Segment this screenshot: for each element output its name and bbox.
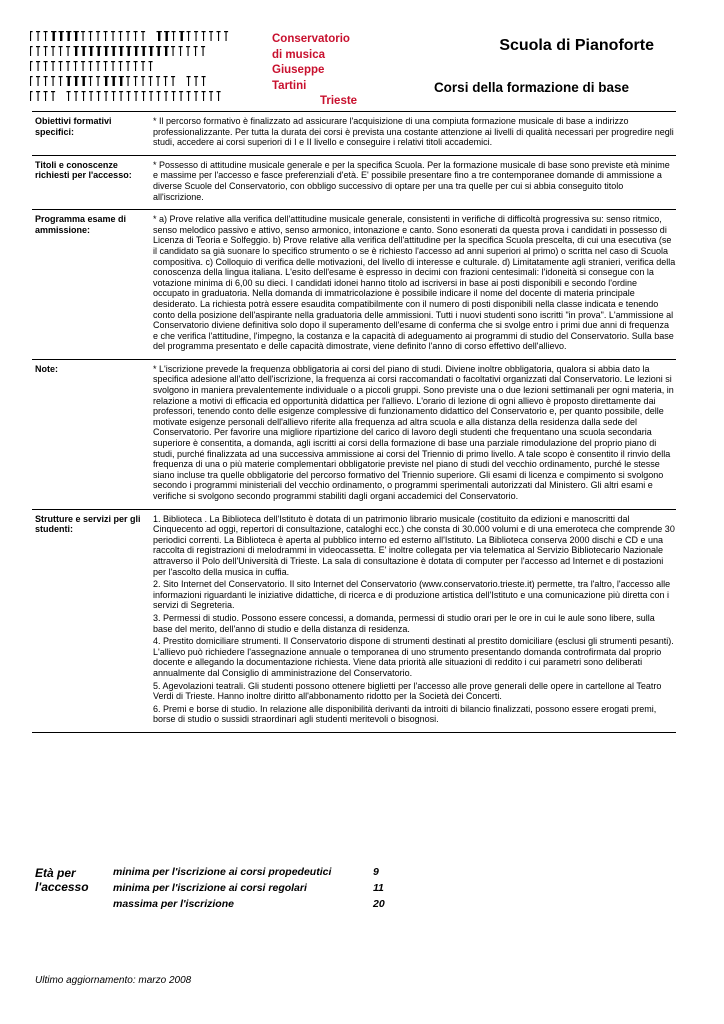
logo-stroke xyxy=(83,47,85,56)
logo-stroke xyxy=(166,92,167,101)
logo-stroke-cap xyxy=(89,76,93,77)
logo-stroke-cap xyxy=(89,91,93,92)
logo-stroke xyxy=(60,77,61,86)
logo-stroke xyxy=(98,77,99,86)
logo-stroke xyxy=(135,47,137,56)
logo-stroke xyxy=(68,32,70,41)
logo-stroke-cap xyxy=(187,91,191,92)
logo-stroke-cap xyxy=(111,76,116,77)
logo-stroke xyxy=(151,92,152,101)
section-label: Titoli e conoscenze richiesti per l'accesso: xyxy=(35,159,132,181)
section-paragraph: * L'iscrizione prevede la frequenza obbligatoria ai corsi del piano di studi. Diviene inoltre obbligatoria, qualora si abbia dato la specifica adesione all'atto dell'iscrizione, la frequenza ai corsi raccomandati o facoltativi organizzati dal Conservatorio. Le lezioni si svolgono in maniera prevalentemente individuale o a piccoli gruppi. Sono previste una o due lezioni settimanali per ogni materia, in relazione a motivi di efficacia ed opportunità didattica per l'allievo. L'orario di lezione di ogni allievo è proposto direttamente dai professori, tenendo conto delle esigenze complessive di funzionamento didattico del Conservatorio e, per quanto possibile, delle motivate esigenze personali dell'allievo riferite alla frequenza ad altra scuola e alla distanza della residenza dalla sede del Conservatorio. Per favorire una migliore ripartizione del carico di lavoro degli studenti che frequentano una scuola secondaria superiore è consentita, a domanda, agli iscritti ai corsi della formazione di base una parziale rimodulazione del proprio piano di studi, purché finalizzata ad una successiva ammissione ai corsi del Triennio di primo livello. A tale scopo è consentito il rinvio della frequenza di una o più materie complementari obbligatorie previste nel piano di studi del vecchio ordinamento, purché le stesse siano incluse tra quelle obbligatorie del percorso formativo del Triennio superiore. Gli esami di licenza e compimento si svolgono secondo i programmi ministeriali del vecchio ordinamento, o programmi sperimentali autorizzati dal Ministero. Gli altri esami e verifiche si svolgono secondo programmi stabiliti dagli organi accademici del Conservatorio. xyxy=(153,363,674,501)
logo-stroke-cap xyxy=(149,91,153,92)
logo-stroke xyxy=(203,32,204,41)
logo-stroke-cap xyxy=(66,76,71,77)
logo-stroke xyxy=(83,77,85,86)
logo-stroke xyxy=(188,32,189,41)
logo-stroke-cap xyxy=(96,76,100,77)
logo-stroke xyxy=(90,62,91,71)
logo-stroke-cap xyxy=(59,76,63,77)
logo-stroke xyxy=(68,47,69,56)
logo-stroke xyxy=(203,92,204,101)
logo-stroke-cap xyxy=(51,91,55,92)
section-titoli xyxy=(32,155,676,209)
logo-stroke-cap xyxy=(66,31,71,32)
logo-stroke xyxy=(38,32,39,41)
logo-stroke-cap xyxy=(202,31,206,32)
logo-stroke xyxy=(120,62,121,71)
section-note xyxy=(32,359,676,509)
logo-stroke xyxy=(53,77,54,86)
logo-stroke xyxy=(143,32,144,41)
logo-stroke-cap xyxy=(66,46,70,47)
logo-stroke xyxy=(113,47,115,56)
logo-stroke-cap xyxy=(89,61,93,62)
logo-stroke-cap xyxy=(111,61,115,62)
logo-stroke xyxy=(180,47,181,56)
logo-stroke xyxy=(98,47,100,56)
logo-stroke xyxy=(75,62,76,71)
logo-stroke-cap xyxy=(82,91,86,92)
logo-stroke xyxy=(38,92,39,101)
page-title: Scuola di Pianoforte xyxy=(499,37,654,54)
logo-stroke-cap xyxy=(194,76,198,77)
logo-stroke-cap xyxy=(66,61,70,62)
logo-stroke-cap xyxy=(44,91,48,92)
logo-stroke xyxy=(143,47,145,56)
logo-stroke-cap xyxy=(30,76,33,77)
logo-stroke xyxy=(83,32,84,41)
logo-stroke-cap xyxy=(209,31,213,32)
logo-wordmark xyxy=(272,32,358,107)
logo-stroke-cap xyxy=(194,31,198,32)
logo-stroke-cap xyxy=(44,46,48,47)
logo-stroke-cap xyxy=(179,31,184,32)
logo-stroke-cap xyxy=(171,46,175,47)
logo-stroke-cap xyxy=(104,76,109,77)
logo-stroke-cap xyxy=(187,76,191,77)
logo-stroke xyxy=(83,92,84,101)
logo-stroke xyxy=(165,47,167,56)
logo-stroke-cap xyxy=(217,31,221,32)
logo-stroke xyxy=(105,62,106,71)
logo-stroke xyxy=(53,47,54,56)
logo-stroke-cap xyxy=(194,46,198,47)
logo-stroke xyxy=(106,92,107,101)
logo-stroke xyxy=(75,77,77,86)
logo-stroke-cap xyxy=(36,61,40,62)
logo-stroke xyxy=(105,77,107,86)
logo-stroke xyxy=(113,77,115,86)
logo-stroke-cap xyxy=(74,61,78,62)
logo-stroke xyxy=(45,62,46,71)
logo-stroke xyxy=(226,32,227,41)
logo-city: Trieste xyxy=(320,95,358,107)
logo-stroke xyxy=(113,62,114,71)
logo-stroke-cap xyxy=(141,31,145,32)
logo-stroke xyxy=(98,92,99,101)
logo-line: di musica xyxy=(272,48,326,61)
logo-stroke-cap xyxy=(217,91,221,92)
section-paragraph: * Possesso di attitudine musicale generale e per la specifica Scuola. Per la formazione musicale di base sono previste età minime e massime per l'accesso e fasce preferenziali d'età. E' possibile presentare fino a tre contemporanee domande di ammissione a diverse Scuole del Conservatorio, con obbligo successivo di optare per una tra quelle per cui si abbia conseguito titolo all'iscrizione. xyxy=(153,159,670,202)
logo-stroke-cap xyxy=(51,46,55,47)
logo-stroke xyxy=(211,92,212,101)
section-label: Strutture e servizi per gli studenti: xyxy=(35,513,141,535)
logo-stroke xyxy=(90,47,92,56)
conservatorio-logo-icon xyxy=(30,30,240,104)
logo-stroke xyxy=(218,32,219,41)
logo-stroke-cap xyxy=(74,76,79,77)
logo-stroke xyxy=(143,92,144,101)
logo-stroke xyxy=(75,32,77,41)
logo-stroke xyxy=(75,47,77,56)
logo-stroke xyxy=(30,32,31,41)
age-row-value: 9 xyxy=(373,866,379,878)
logo-stroke xyxy=(91,92,92,101)
logo-stroke-cap xyxy=(141,76,145,77)
logo-stroke-cap xyxy=(141,46,146,47)
logo-stroke xyxy=(196,32,197,41)
logo-stroke xyxy=(120,47,122,56)
logo-stroke xyxy=(45,32,46,41)
logo-stroke-cap xyxy=(149,46,154,47)
logo-stroke-cap xyxy=(156,76,160,77)
logo-stroke xyxy=(188,92,189,101)
logo-stroke-cap xyxy=(202,76,206,77)
logo-stroke-cap xyxy=(59,31,64,32)
logo-stroke-cap xyxy=(134,91,138,92)
logo-stroke xyxy=(188,77,189,86)
logo-stroke xyxy=(173,32,174,41)
logo-stroke xyxy=(166,32,168,41)
logo-stroke xyxy=(188,47,189,56)
logo-stroke xyxy=(196,77,197,86)
logo-stroke-cap xyxy=(224,31,228,32)
logo-stroke-cap xyxy=(119,61,123,62)
age-row-value: 11 xyxy=(373,882,384,894)
logo-stroke-cap xyxy=(171,76,175,77)
section-paragraph: 2. Sito Internet del Conservatorio. Il sito Internet del Conservatorio (www.conservatorio.trieste.it) permette, tra l'altro, l'accesso alle informazioni riguardanti le iniziative didattiche, di ricerca e di produzione artistica dell'Istituto e una comunicazione più diretta con i servizi di Segreteria. xyxy=(153,579,671,611)
logo-stroke-cap xyxy=(111,31,115,32)
logo-stroke-cap xyxy=(156,46,161,47)
logo-stroke-cap xyxy=(186,46,190,47)
logo-stroke xyxy=(30,47,31,56)
logo-stroke xyxy=(173,77,174,86)
section-paragraph: 1. Biblioteca . La Biblioteca dell'Istituto è dotata di un patrimonio librario musicale (costituito da edizioni e manoscritti dal Cinquecento ad oggi, repertori di consultazione, cataloghi ecc.) che consta di 30.000 volumi e di una emeroteca che comprende 30 periodici correnti. La Biblioteca è aperta al pubblico interno ed esterno all'Istituto. La Biblioteca conserva 2000 dischi e CD e una raccolta di registrazioni di melodrammi in videocassetta. E' inoltre collegata per via telematica al Servizio Bibliotecario Nazionale attraverso il Polo dell'Università di Trieste. La sala di consultazione è dotata di computer per l'accesso ad Internet e di postazioni per l'ascolto della musica in cuffia. xyxy=(153,513,675,577)
logo-line: Conservatorio xyxy=(272,33,350,45)
age-row-text: minima per l'iscrizione ai corsi propedeutici xyxy=(113,866,332,878)
logo-stroke-cap xyxy=(44,61,48,62)
logo-stroke-cap xyxy=(164,91,168,92)
logo-stroke-cap xyxy=(134,76,138,77)
logo-stroke-cap xyxy=(164,76,168,77)
section-paragraph: 3. Permessi di studio. Possono essere concessi, a domanda, permessi di studio orari per le ore in cui le aule sono libere, sulla base del merito, dell'anno di studio e della distanza di residenza. xyxy=(153,612,655,634)
logo-stroke xyxy=(158,77,159,86)
logo-stroke-cap xyxy=(51,31,56,32)
logo-stroke-cap xyxy=(36,91,40,92)
logo-stroke-cap xyxy=(134,31,138,32)
last-updated: Ultimo aggiornamento: marzo 2008 xyxy=(35,975,192,986)
info-table xyxy=(32,111,676,733)
logo-stroke-cap xyxy=(194,91,198,92)
logo-stroke xyxy=(60,62,61,71)
logo-line: Giuseppe xyxy=(272,64,325,76)
logo-stroke-cap xyxy=(142,91,146,92)
logo-stroke xyxy=(128,92,129,101)
logo-stroke xyxy=(30,62,31,71)
logo-stroke xyxy=(90,32,91,41)
logo-stroke-cap xyxy=(164,31,169,32)
logo-stroke-cap xyxy=(149,61,153,62)
logo-stroke-cap xyxy=(81,76,86,77)
logo-stroke-cap xyxy=(81,31,85,32)
section-content xyxy=(153,514,676,727)
logo-stroke xyxy=(53,62,54,71)
logo-stroke xyxy=(165,77,166,86)
section-paragraph: 5. Agevolazioni teatrali. Gli studenti possono ottenere biglietti per l'accesso alle prove generali delle opere in cartellone al Teatro Verdi di Trieste. Hanno inoltre diritto all'abbonamento ridotto per la Società dei Concerti. xyxy=(153,680,662,702)
logo-stroke xyxy=(135,62,136,71)
logo-stroke xyxy=(158,92,159,101)
logo-stroke-cap xyxy=(126,76,130,77)
age-label: Età per l'accesso xyxy=(35,866,89,894)
logo-stroke xyxy=(143,77,144,86)
logo-stroke xyxy=(143,62,144,71)
logo-stroke xyxy=(203,47,204,56)
logo-stroke-cap xyxy=(187,31,191,32)
age-row-text: minima per l'iscrizione ai corsi regolari xyxy=(113,882,307,894)
section-programma xyxy=(32,209,676,359)
logo-stroke xyxy=(113,32,114,41)
logo-stroke xyxy=(68,92,69,101)
section-paragraph: * a) Prove relative alla verifica dell'attitudine musicale generale, consistenti in verifiche di difficoltà progressiva su: senso ritmico, senso melodico passivo e attivo, senso armonico, intonazione e canto. Sono esonerati da questa prova i candidati in possesso di Licenza di Teoria e Solfeggio. b) Prove relative alla verifica dell'attitudine per la specifica Scuola prescelta, di cui una esecutiva (se il candidato sa già suonare lo specifico strumento o se è richiesto l'accesso ad anni superiori al primo) o scritta nel caso di Scuola compositiva. c) Colloquio di verifica delle motivazioni, del livello di interesse e culturale. d) Limitatamente agli stranieri, verifica della conoscenza della lingua italiana. L'esito dell'esame è espresso in decimi con frazioni centesimali: l'idoneità si consegue con la votazione minima di 6,00 su dieci. I candidati idonei hanno titolo ad iscriversi in base ai posti disponibili e secondo l'ordine occupato in graduatoria. Nella domanda di immatricolazione è possibile indicare il nome del docente di materia principale desiderato. La richiesta potrà essere esaudita compatibilmente con il numero di posti disponibili nella classe indicata e tenendo conto della posizione dell'aspirante nella graduatoria delle ammissioni. Tutti i nuovi studenti sono iscritti "in prova". L'ammissione al Conservatorio diviene definitiva solo dopo il superamento dell'esame di conferma che si svolge entro i primi due anni di frequenza e che verifica l'attitudine, l'impegno, la costanza e la capacità di adeguamento ai programmi di studio del Conservatorio. Sulla base del programma presentato e delle capacità dimostrate, viene definito l'anno di corso effettivo dell'allievo. xyxy=(153,214,676,352)
logo-stroke xyxy=(45,47,46,56)
logo-stroke-cap xyxy=(67,91,71,92)
logo-stroke-cap xyxy=(96,31,100,32)
logo-stroke-cap xyxy=(172,31,176,32)
logo-stroke xyxy=(90,77,91,86)
section-paragraph: 4. Prestito domiciliare strumenti. Il Conservatorio dispone di strumenti destinati al prestito domiciliare (esclusi gli strumenti pesanti). L'allievo può richiedere l'assegnazione annuale o temporanea di uno strumento presentando domanda controfirmata dal proprio docente e allegando la documentazione richiesta. Viene data priorità alle situazioni di reddito i cui parametri sono deliberati annualmente dal Consiglio di amministrazione del Conservatorio. xyxy=(153,636,674,678)
logo-stroke xyxy=(45,77,46,86)
logo-stroke-cap xyxy=(44,76,48,77)
logo-stroke-cap xyxy=(74,46,79,47)
logo-stroke-cap xyxy=(97,91,101,92)
logo-stroke-cap xyxy=(164,46,169,47)
logo-stroke xyxy=(181,92,182,101)
section-content xyxy=(153,214,676,354)
logo-line: Tartini xyxy=(272,79,307,92)
age-row-value: 20 xyxy=(373,898,385,910)
section-label: Obiettivi formativi specifici: xyxy=(35,116,112,137)
logo-stroke-cap xyxy=(36,76,40,77)
logo-stroke xyxy=(98,32,99,41)
logo-stroke-cap xyxy=(119,31,123,32)
logo-stroke xyxy=(76,92,77,101)
logo-stroke-cap xyxy=(126,31,130,32)
logo-stroke xyxy=(121,92,122,101)
logo-stroke xyxy=(211,32,212,41)
logo-stroke-cap xyxy=(30,31,33,32)
logo-stroke xyxy=(120,32,121,41)
logo-stroke xyxy=(158,32,160,41)
logo-stroke-cap xyxy=(104,91,108,92)
logo-stroke xyxy=(53,92,54,101)
logo-stroke-cap xyxy=(81,46,86,47)
logo-stroke xyxy=(218,92,219,101)
page-subtitle: Corsi della formazione di base xyxy=(433,80,629,95)
logo-stroke-cap xyxy=(126,46,131,47)
section-content xyxy=(153,116,676,150)
section-content xyxy=(153,364,676,504)
section-strutture xyxy=(32,509,676,733)
logo-stroke-cap xyxy=(126,61,130,62)
logo-stroke xyxy=(136,92,137,101)
logo-stroke xyxy=(45,92,46,101)
logo-stroke xyxy=(128,77,129,86)
logo-stroke-cap xyxy=(59,61,63,62)
logo-stroke-cap xyxy=(202,91,206,92)
logo-stroke xyxy=(38,77,39,86)
logo-stroke-cap xyxy=(119,76,124,77)
logo-stroke-cap xyxy=(81,61,85,62)
logo-stroke xyxy=(30,92,31,101)
logo-stroke xyxy=(113,92,114,101)
logo-stroke-cap xyxy=(141,61,145,62)
logo-stroke-cap xyxy=(157,91,161,92)
logo-stroke xyxy=(105,32,106,41)
logo-stroke xyxy=(158,47,160,56)
logo-stroke-cap xyxy=(112,91,116,92)
logo-stroke-cap xyxy=(30,91,33,92)
logo-stroke-cap xyxy=(59,46,63,47)
logo-stroke-cap xyxy=(157,31,162,32)
logo-stroke-cap xyxy=(209,91,213,92)
logo-stroke xyxy=(173,47,174,56)
logo-stroke xyxy=(128,32,129,41)
logo-stroke-cap xyxy=(89,46,94,47)
logo-stroke-cap xyxy=(51,76,55,77)
logo-stroke-cap xyxy=(51,61,55,62)
logo-stroke-cap xyxy=(127,91,131,92)
section-paragraph: * Il percorso formativo è finalizzato ad assicurare l'acquisizione di una compiuta formazione musicale di base a indirizzo professionalizzante. Per tutta la durata dei corsi è prevista una costante attenzione ai livelli di qualità necessari per progredire negli studi, accedere ai corsi superiori di I e II livello e conseguire i relativi titoli accademici. xyxy=(153,116,674,148)
logo-stroke xyxy=(150,47,152,56)
logo-stroke xyxy=(150,77,151,86)
logo-stroke-cap xyxy=(201,46,205,47)
logo-stroke-cap xyxy=(44,31,48,32)
logo-stroke-cap xyxy=(30,46,33,47)
section-obiettivi xyxy=(32,111,676,155)
logo-stroke xyxy=(196,92,197,101)
section-content xyxy=(153,160,676,204)
logo-stroke xyxy=(173,92,174,101)
logo-stroke-cap xyxy=(89,31,93,32)
logo-stroke xyxy=(38,62,39,71)
logo-stroke xyxy=(128,62,129,71)
logo-stroke-cap xyxy=(104,46,109,47)
logo-stroke-cap xyxy=(172,91,176,92)
logo-stroke xyxy=(83,62,84,71)
logo-stroke-cap xyxy=(104,31,108,32)
logo-stroke-cap xyxy=(179,91,183,92)
logo-stroke xyxy=(105,47,107,56)
logo-stroke-cap xyxy=(96,46,101,47)
logo-stroke-cap xyxy=(179,46,183,47)
logo-stroke-cap xyxy=(119,91,123,92)
section-paragraph: 6. Premi e borse di studio. In relazione alle disponibilità derivanti da introiti di bilancio finalizzati, possono essere erogati premi, borse di studio o sussidi straordinari agli studenti meritevoli o bisognosi. xyxy=(153,703,657,725)
logo-stroke-cap xyxy=(111,46,116,47)
logo-stroke xyxy=(38,47,39,56)
section-label: Programma esame di ammissione: xyxy=(35,214,127,235)
logo-stroke-cap xyxy=(119,46,124,47)
section-label: Note: xyxy=(35,363,58,374)
logo-stroke xyxy=(60,32,62,41)
logo-stroke xyxy=(135,77,136,86)
logo-stroke xyxy=(30,77,31,86)
logo-stroke xyxy=(135,32,136,41)
logo-stroke xyxy=(68,62,69,71)
logo-stroke-cap xyxy=(104,61,108,62)
logo-stroke-cap xyxy=(96,61,100,62)
logo-stroke-cap xyxy=(36,31,40,32)
logo-stroke xyxy=(98,62,99,71)
logo-stroke xyxy=(203,77,204,86)
logo-stroke xyxy=(120,77,122,86)
logo-stroke xyxy=(68,77,70,86)
logo-stroke xyxy=(181,32,183,41)
logo-stroke xyxy=(53,32,55,41)
logo-stroke-cap xyxy=(149,76,153,77)
logo-stroke-cap xyxy=(36,46,40,47)
logo-stroke xyxy=(150,62,151,71)
logo-stroke xyxy=(195,47,196,56)
age-row-text: massima per l'iscrizione xyxy=(113,898,234,910)
logo-stroke-cap xyxy=(134,61,138,62)
logo-stroke xyxy=(60,47,61,56)
logo-stroke-cap xyxy=(74,31,79,32)
logo-stroke-cap xyxy=(74,91,78,92)
logo-stroke-cap xyxy=(134,46,139,47)
logo-stroke-cap xyxy=(30,61,33,62)
logo-stroke xyxy=(128,47,130,56)
